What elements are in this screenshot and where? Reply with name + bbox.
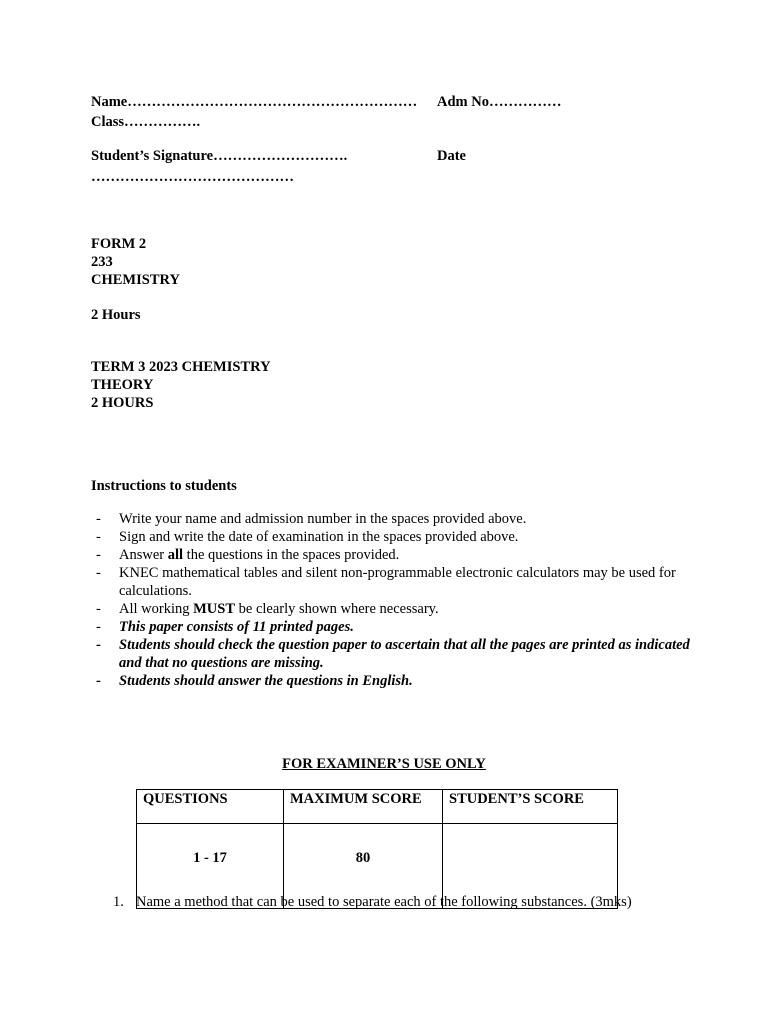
examiner-score-table: [136, 789, 618, 909]
instructions-heading: Instructions to students: [91, 478, 237, 494]
list-item: - KNEC mathematical tables and silent non-programmable electronic calculators may be used for calculations.: [96, 565, 676, 599]
list-item: - Students should answer the questions in English.: [96, 673, 413, 689]
list-item: - Sign and write the date of examination in the spaces provided above.: [96, 529, 519, 545]
form-level: FORM 2: [91, 236, 147, 252]
list-item: - Write your name and admission number in the spaces provided above.: [96, 511, 527, 527]
date-field-label: Date: [437, 148, 466, 164]
paper-code: 233: [91, 254, 113, 270]
term-line-1: TERM 3 2023 CHEMISTRY: [91, 359, 271, 375]
examiner-section-title: FOR EXAMINER’S USE ONLY: [282, 756, 486, 772]
list-item: - This paper consists of 11 printed pages.: [96, 619, 354, 635]
cell-max-score: 80: [284, 824, 443, 909]
signature-field-label: Student’s Signature……………………….: [91, 148, 348, 164]
list-item: - Answer all the questions in the spaces provided.: [96, 547, 400, 563]
term-line-3: 2 HOURS: [91, 395, 154, 411]
list-item: - Students should check the question paper to ascertain that all the pages are printed as indicated and that no questions are missing.: [96, 637, 690, 671]
list-item: - All working MUST be clearly shown where necessary.: [96, 601, 439, 617]
column-header-questions: QUESTIONS: [137, 790, 284, 824]
paper-duration: 2 Hours: [91, 307, 141, 323]
name-field-label: Name……………………………………………………: [91, 94, 418, 110]
class-field-label: Class…………….: [91, 114, 201, 130]
adm-no-field-label: Adm No……………: [437, 94, 562, 110]
column-header-student-score: STUDENT’S SCORE: [443, 790, 618, 824]
term-line-2: THEORY: [91, 377, 154, 393]
term-info: [91, 358, 271, 412]
cell-questions-range: 1 - 17: [137, 824, 284, 909]
date-field-dots: ……………………………………: [91, 169, 294, 185]
column-header-max-score: MAXIMUM SCORE: [284, 790, 443, 824]
instructions-list: [91, 510, 691, 690]
question-text: Name a method that can be used to separate each of the following substances. (3mks): [136, 894, 632, 910]
table-header-row: [137, 790, 618, 824]
subject-name: CHEMISTRY: [91, 272, 180, 288]
paper-info: [91, 235, 180, 289]
question-number: 1.: [113, 894, 124, 910]
